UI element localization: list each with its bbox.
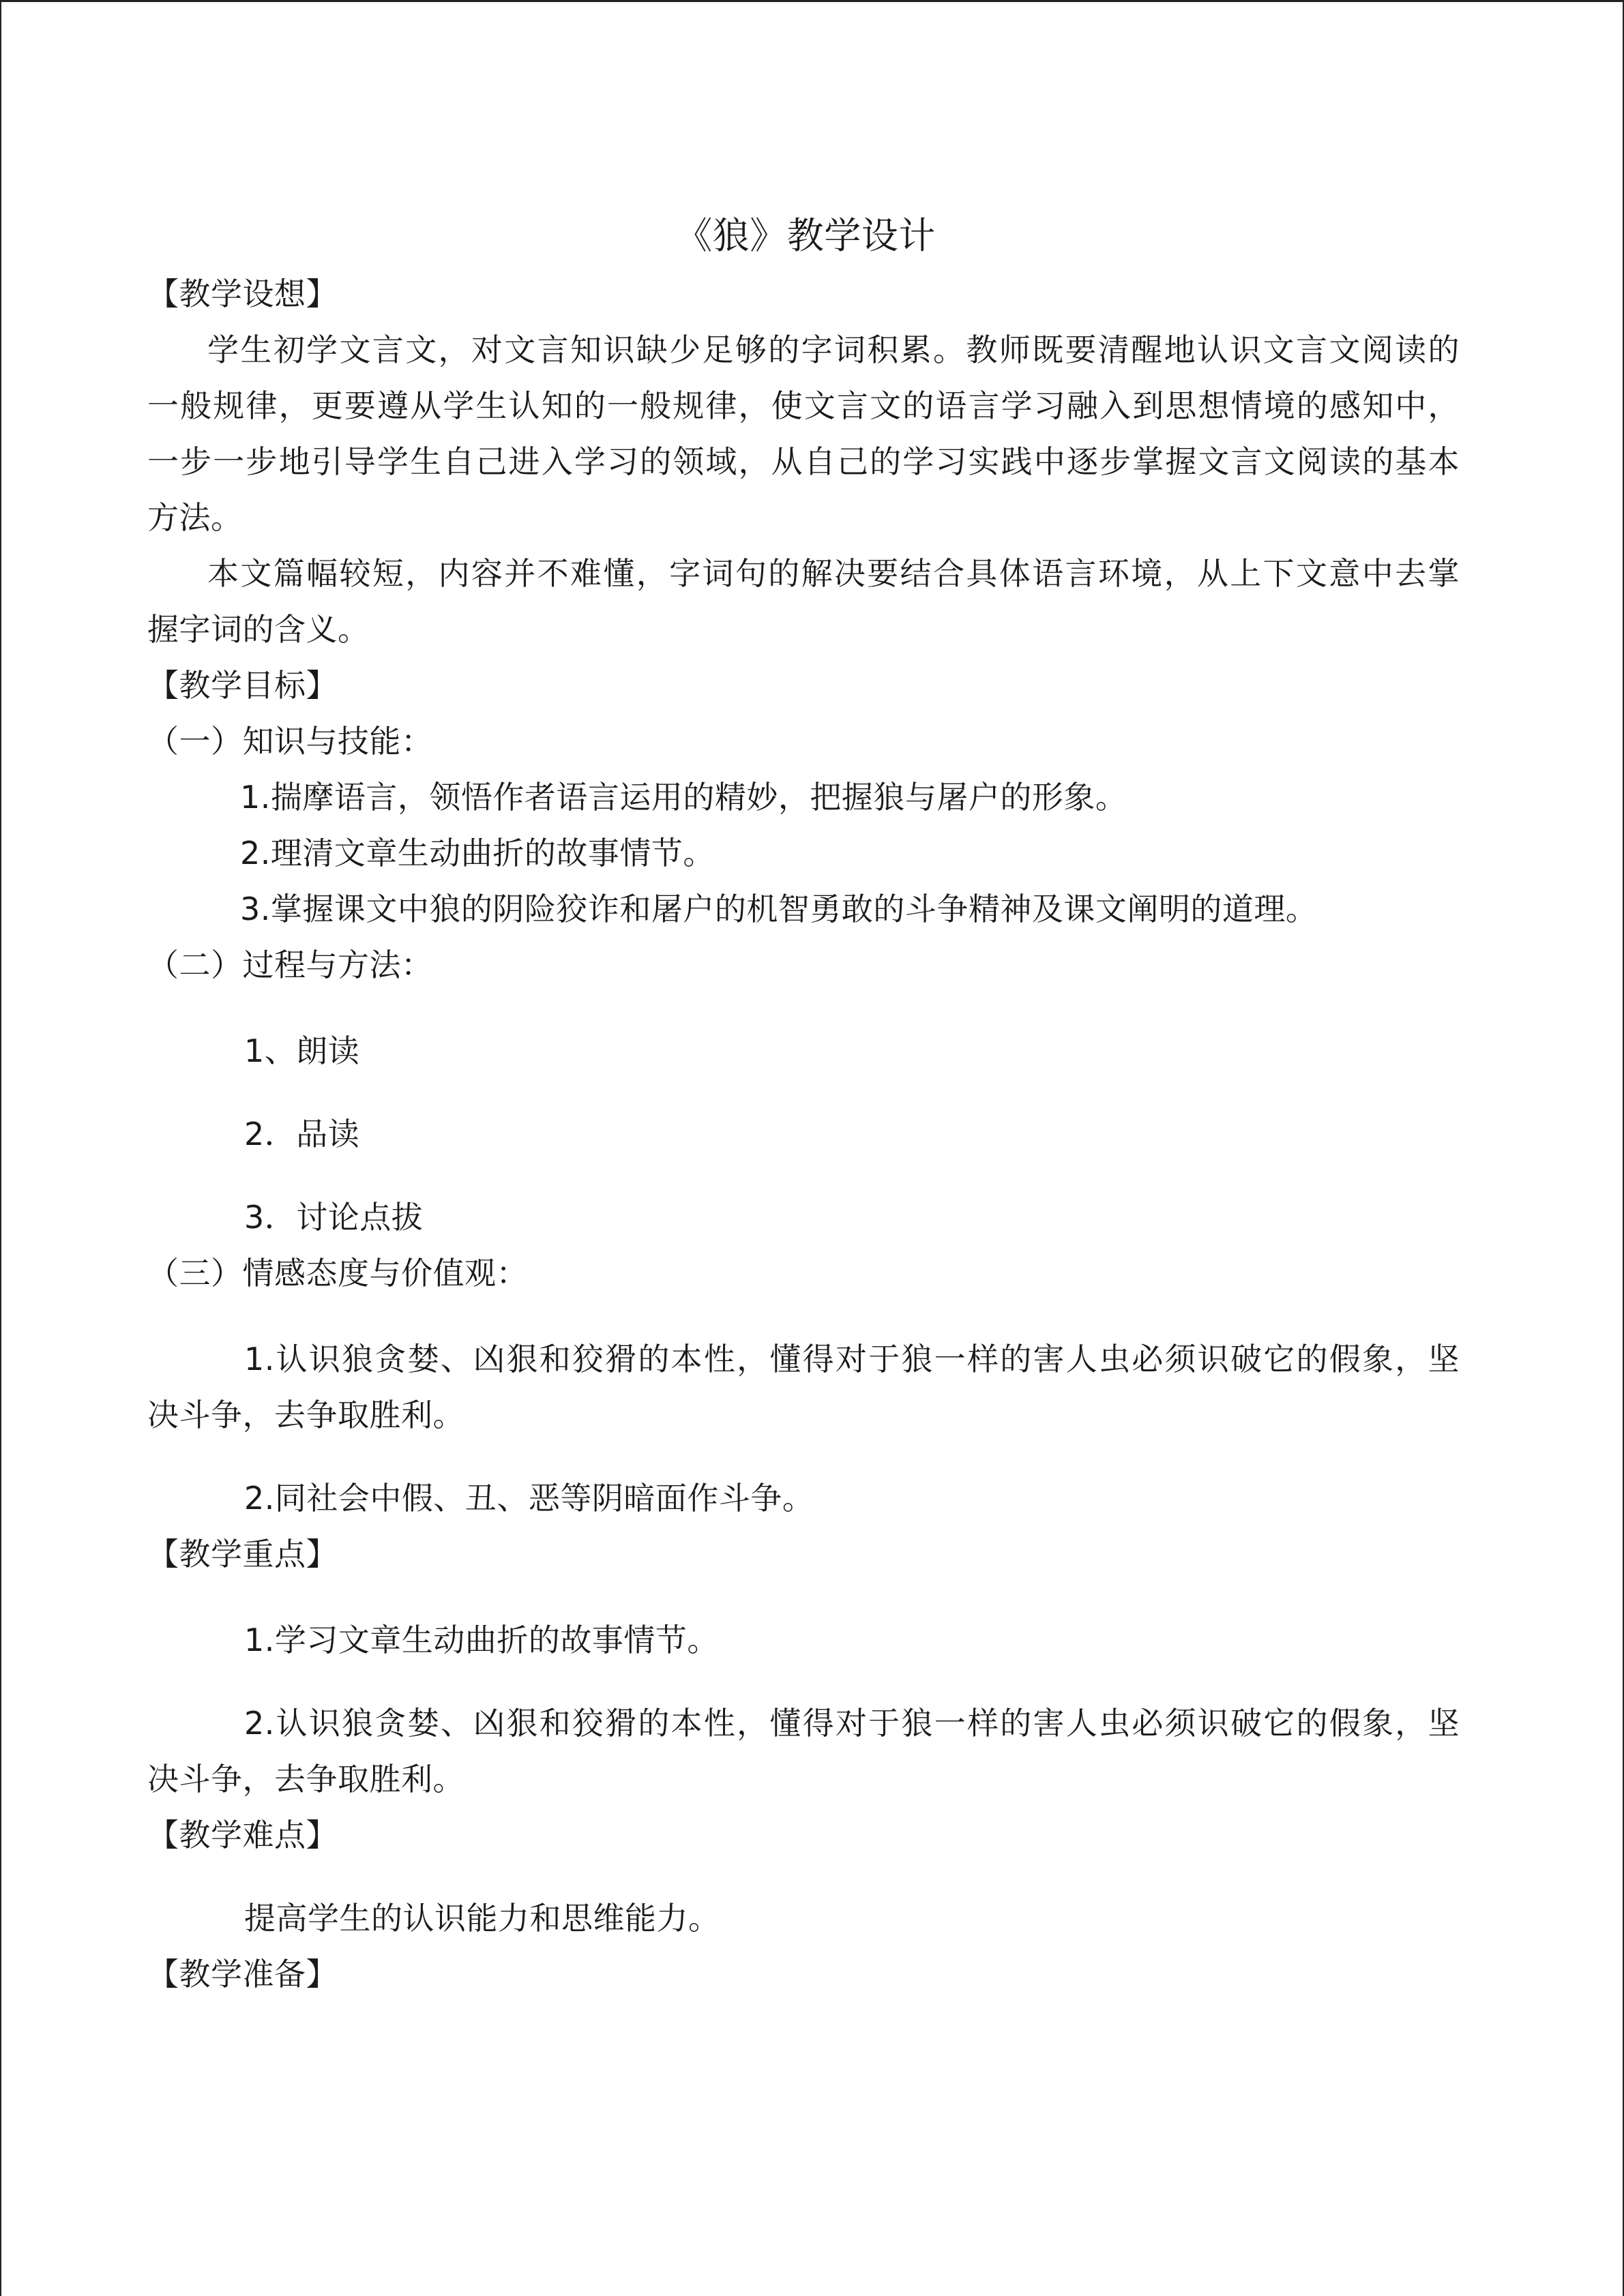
idea-paragraph-1-line-2: 一般规律，更要遵从学生认知的一般规律，使文言文的语言学习融入到思想情境的感知中，	[147, 387, 1460, 424]
goals-process-item-1: 1、朗读	[244, 1032, 360, 1069]
goals-knowledge-heading: （一）知识与技能：	[147, 723, 433, 760]
goals-knowledge-item-2: 2.理清文章生动曲折的故事情节。	[240, 835, 715, 871]
idea-paragraph-1-line-1: 学生初学文言文，对文言知识缺少足够的字词积累。教师既要清醒地认识文言文阅读的	[207, 331, 1460, 368]
section-heading-keypoints: 【教学重点】	[147, 1536, 338, 1572]
idea-paragraph-2-line-2: 握字词的含义。	[147, 611, 370, 648]
document-title: 《狼》教学设计	[675, 214, 936, 257]
section-heading-difficulties: 【教学难点】	[147, 1817, 338, 1853]
goals-emotion-heading: （三）情感态度与价值观：	[147, 1255, 528, 1292]
goals-process-heading: （二）过程与方法：	[147, 946, 433, 983]
keypoints-item-2-line-2: 决斗争，去争取胜利。	[147, 1761, 464, 1798]
section-heading-idea: 【教学设想】	[147, 275, 338, 312]
goals-knowledge-item-3: 3.掌握课文中狼的阴险狡诈和屠户的机智勇敢的斗争精神及课文阐明的道理。	[240, 891, 1318, 927]
keypoints-item-1: 1.学习文章生动曲折的故事情节。	[244, 1622, 719, 1658]
goals-emotion-item-2: 2.同社会中假、丑、恶等阴暗面作斗争。	[244, 1480, 814, 1517]
idea-paragraph-1-line-4: 方法。	[147, 499, 243, 536]
goals-knowledge-item-1: 1.揣摩语言，领悟作者语言运用的精妙，把握狼与屠户的形象。	[240, 779, 1127, 816]
difficulties-item-1: 提高学生的认识能力和思维能力。	[244, 1900, 720, 1937]
goals-emotion-item-1-line-1: 1.认识狼贪婪、凶狠和狡猾的本性，懂得对于狼一样的害人虫必须识破它的假象，坚	[244, 1341, 1460, 1377]
section-heading-goals: 【教学目标】	[147, 667, 338, 704]
idea-paragraph-1-line-3: 一步一步地引导学生自己进入学习的领域，从自己的学习实践中逐步掌握文言文阅读的基本	[147, 443, 1460, 480]
goals-process-item-2: 2．品读	[244, 1116, 360, 1152]
section-heading-preparation: 【教学准备】	[147, 1956, 338, 1993]
goals-emotion-item-1-line-2: 决斗争，去争取胜利。	[147, 1397, 464, 1433]
goals-process-item-3: 3．讨论点拔	[244, 1199, 424, 1236]
idea-paragraph-2-line-1: 本文篇幅较短，内容并不难懂，字词句的解决要结合具体语言环境，从上下文意中去掌	[207, 555, 1460, 592]
keypoints-item-2-line-1: 2.认识狼贪婪、凶狠和狡猾的本性，懂得对于狼一样的害人虫必须识破它的假象，坚	[244, 1705, 1460, 1742]
